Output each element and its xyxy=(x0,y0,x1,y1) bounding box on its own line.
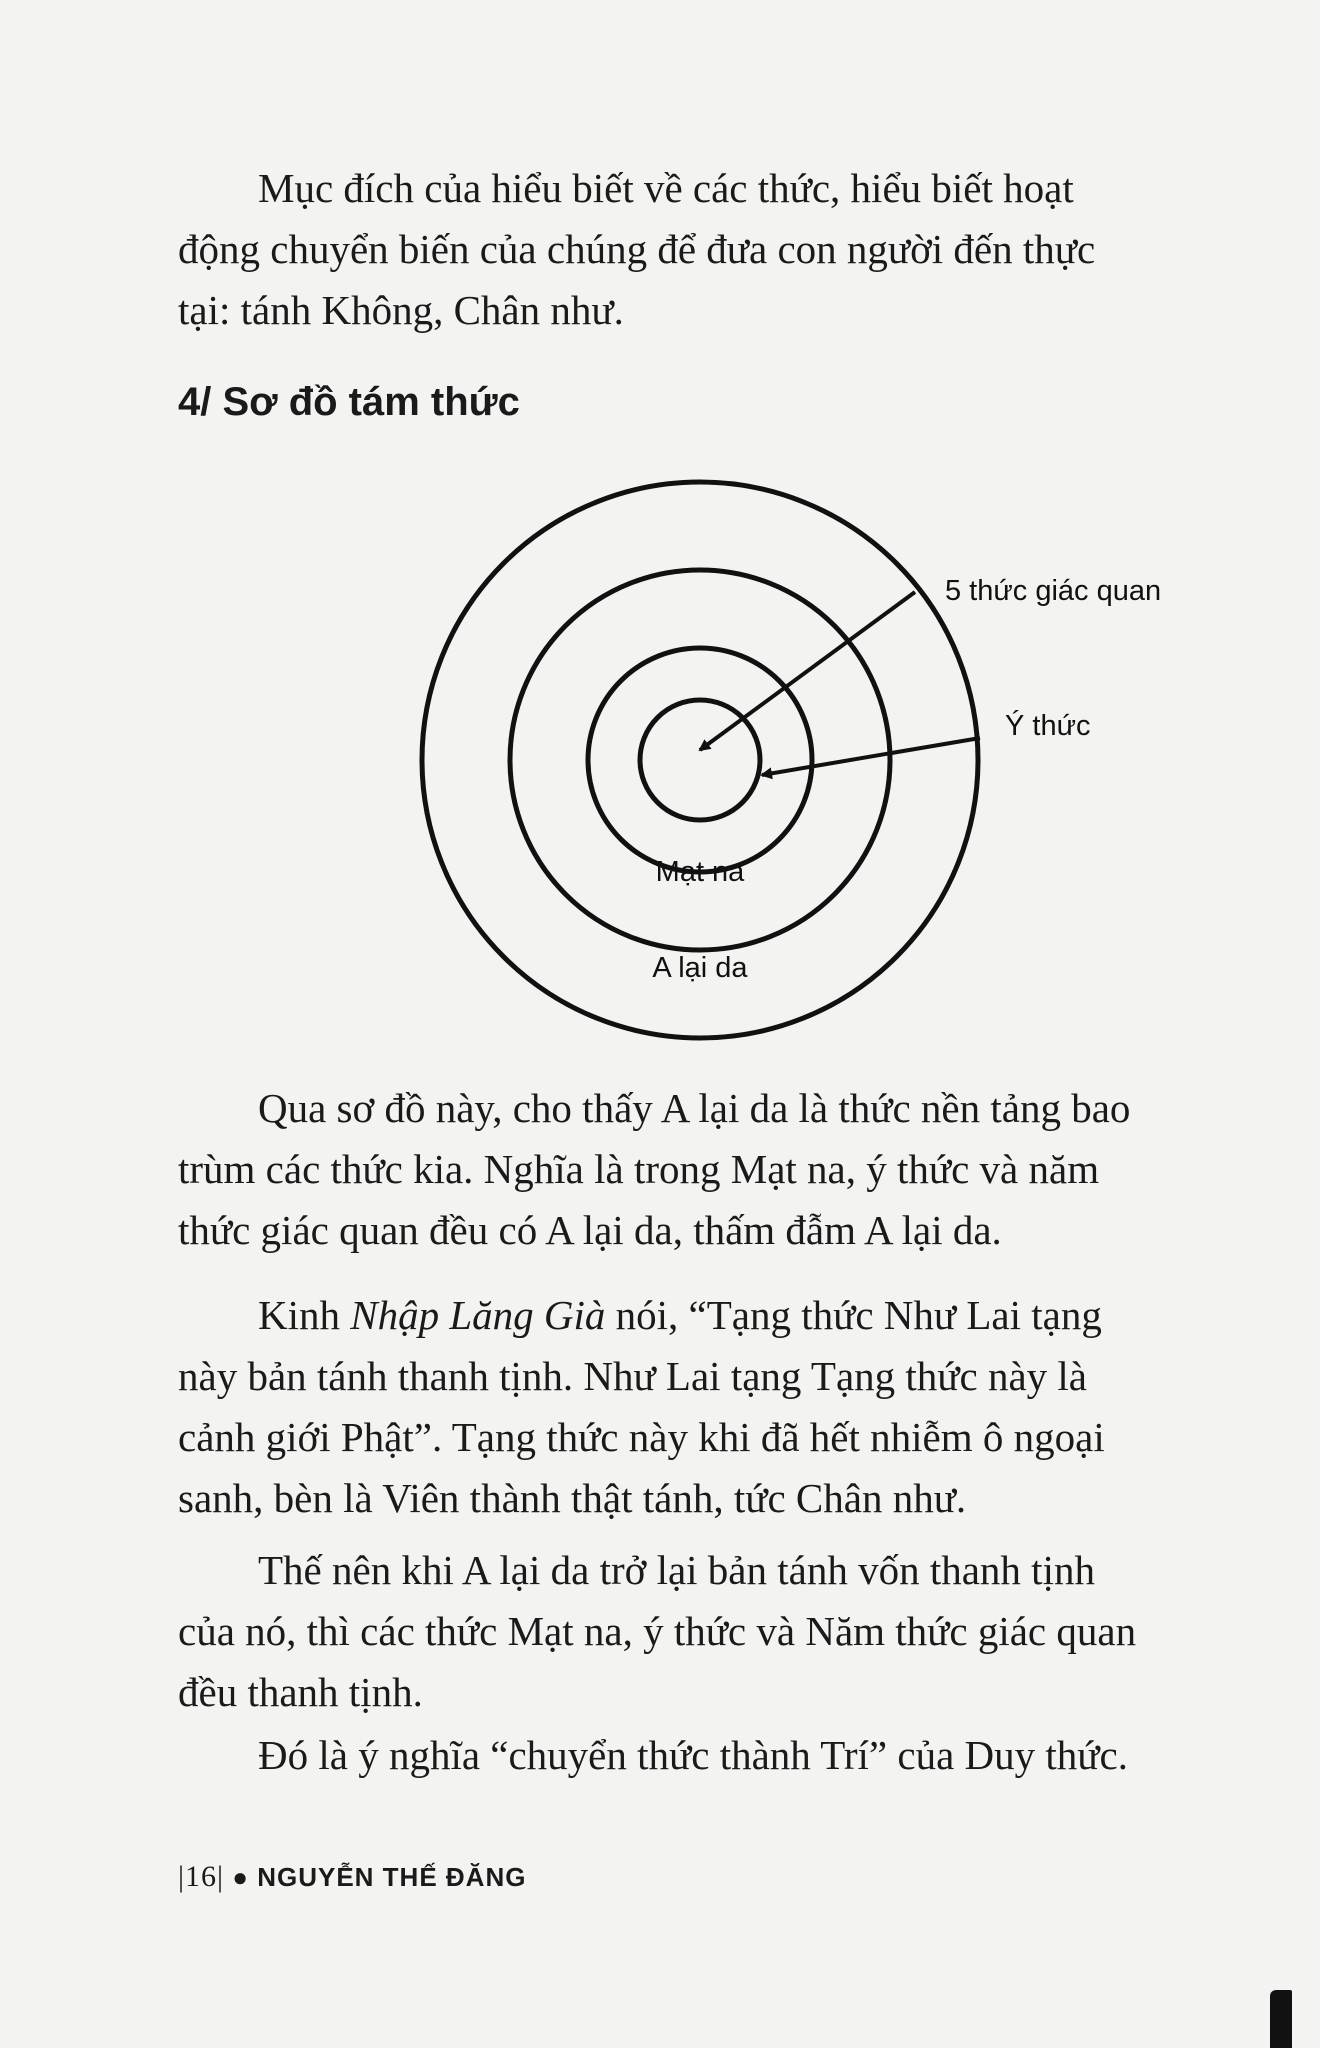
text-line: tại: tánh Không, Chân như. xyxy=(178,287,624,333)
manas-circle xyxy=(510,570,890,950)
text-run: Kinh xyxy=(258,1292,351,1338)
text-line: đều thanh tịnh. xyxy=(178,1669,423,1715)
bullet-icon: ● xyxy=(232,1862,249,1892)
text-run: nói, “Tạng thức Như Lai tạng xyxy=(605,1292,1102,1338)
alaya-label: A lại da xyxy=(652,952,748,984)
text-line: trùm các thức kia. Nghĩa là trong Mạt na, ý thức và năm xyxy=(178,1146,1100,1192)
final-paragraph xyxy=(178,1725,1208,1786)
text-line: cảnh giới Phật”. Tạng thức này khi đã hết nhiễm ô ngoại xyxy=(178,1414,1105,1460)
sutra-title: Nhập Lăng Già xyxy=(350,1292,606,1338)
sutra-quote-paragraph xyxy=(178,1285,1208,1529)
text-line: này bản tánh thanh tịnh. Như Lai tạng Tạng thức này là xyxy=(178,1353,1088,1399)
mind-label: Ý thức xyxy=(1005,710,1091,742)
text-line: sanh, bèn là Viên thành thật tánh, tức Chân như. xyxy=(178,1475,967,1521)
page-footer xyxy=(178,1860,526,1894)
conclusion-paragraph xyxy=(178,1540,1208,1723)
five-senses-label: 5 thức giác quan xyxy=(945,575,1162,607)
page-number: 16 xyxy=(185,1860,218,1893)
mind-arrow xyxy=(762,738,980,775)
manas-label: Mạt na xyxy=(655,856,745,888)
text-line: Đó là ý nghĩa “chuyển thức thành Trí” của Duy thức. xyxy=(258,1732,1128,1778)
page-edge-mark xyxy=(1270,1990,1292,2048)
text-line: thức giác quan đều có A lại da, thấm đẫm A lại da. xyxy=(178,1207,1002,1253)
text-line: động chuyển biến của chúng để đưa con người đến thực xyxy=(178,226,1096,272)
page-number-close-bracket: | xyxy=(217,1860,225,1893)
section-heading: 4/ Sơ đồ tám thức xyxy=(178,380,520,424)
text-line: Mục đích của hiểu biết về các thức, hiểu biết hoạt xyxy=(258,165,1074,211)
text-line: Thế nên khi A lại da trở lại bản tánh vốn thanh tịnh xyxy=(258,1547,1095,1593)
author-name: NGUYỄN THẾ ĐĂNG xyxy=(257,1862,527,1892)
intro-paragraph xyxy=(178,158,1208,341)
text-line: Qua sơ đồ này, cho thấy A lại da là thức nền tảng bao xyxy=(258,1085,1131,1131)
explanation-paragraph xyxy=(178,1078,1208,1261)
text-line: của nó, thì các thức Mạt na, ý thức và Năm thức giác quan xyxy=(178,1608,1137,1654)
eight-consciousness-diagram xyxy=(370,470,1270,1050)
text-line xyxy=(178,1285,1208,1346)
mind-circle xyxy=(588,648,812,872)
page-number-open-bracket: | xyxy=(178,1860,186,1893)
